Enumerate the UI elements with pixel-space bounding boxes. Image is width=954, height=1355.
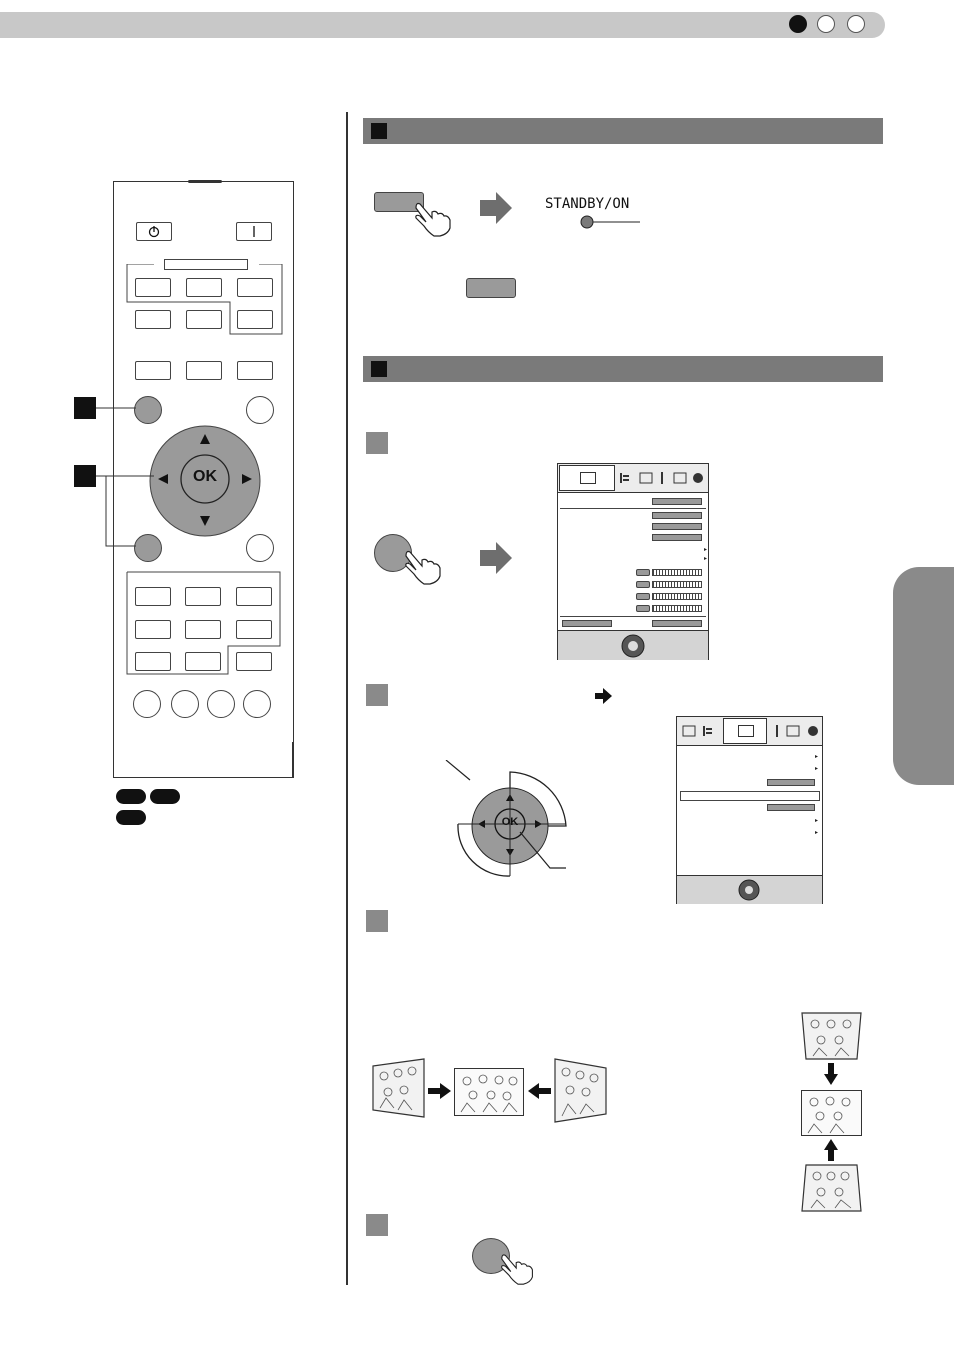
keystone-bottom-image (801, 1164, 863, 1212)
indicator-lamp (578, 212, 642, 232)
arrow-right-icon (478, 190, 518, 226)
model-badge-1 (116, 789, 146, 804)
arrow-right-icon-2 (478, 540, 518, 576)
on-icon (237, 223, 271, 240)
pointing-hand-icon-3 (498, 1250, 538, 1286)
column-divider (346, 112, 348, 1285)
keystone-top-image (801, 1012, 863, 1060)
remote-button-r6c1[interactable] (135, 652, 171, 671)
remote-button-r2c1[interactable] (135, 310, 171, 329)
remote-round-button-2[interactable] (171, 690, 199, 718)
pointing-hand-icon-2 (402, 546, 446, 586)
standby-button[interactable] (136, 222, 172, 241)
standby-key-inline (466, 278, 516, 298)
menu-highlighted-item (680, 791, 820, 801)
page-dot-2 (817, 15, 835, 33)
menu-screen-picture: ▸ ▸ (557, 463, 709, 660)
dial-ok-label: OK (501, 816, 519, 828)
remote-button-r3c2[interactable] (186, 361, 222, 380)
remote-button-r2c2[interactable] (186, 310, 222, 329)
page-dot-3 (847, 15, 865, 33)
remote-ir-window (188, 180, 222, 183)
remote-button-r6c2[interactable] (185, 652, 221, 671)
callout-lines (96, 400, 156, 560)
menu2-nav-icon (737, 878, 761, 902)
standby-indicator-label: STANDBY/ON (545, 196, 630, 212)
remote-button-r3c3[interactable] (237, 361, 273, 380)
step-4-marker (366, 1214, 388, 1236)
remote-round-button-4[interactable] (243, 690, 271, 718)
pointing-hand-icon (412, 198, 456, 238)
arrow-left-small (526, 1082, 552, 1100)
remote-button-r4c3[interactable] (236, 587, 272, 606)
info-button[interactable] (246, 396, 274, 424)
remote-round-button-1[interactable] (133, 690, 161, 718)
step-3-marker (366, 910, 388, 932)
menu2-tab-icons (679, 723, 823, 739)
menu-tab-icons (616, 470, 708, 486)
menu-screen-installation: ▸ ▸ ▸ ▸ (676, 716, 823, 904)
remote-button-r5c1[interactable] (135, 620, 171, 639)
remote-button-r6c3[interactable] (236, 652, 272, 671)
ok-button-label[interactable]: OK (193, 468, 217, 485)
section-header-2 (363, 356, 883, 382)
menu-tab-picture (559, 465, 615, 491)
step-2-marker (366, 684, 388, 706)
section-header-1 (363, 118, 883, 144)
remote-button-r5c3[interactable] (236, 620, 272, 639)
arrow-down-small (823, 1062, 839, 1086)
header-bar (0, 12, 885, 38)
remote-button-r1c3[interactable] (237, 278, 273, 297)
keystone-right-image (554, 1058, 608, 1124)
remote-edge-line (292, 742, 294, 778)
on-button[interactable] (236, 222, 272, 241)
callout-1 (74, 397, 96, 419)
remote-button-r1c1[interactable] (135, 278, 171, 297)
power-icon (137, 223, 171, 240)
remote-round-button-3[interactable] (207, 690, 235, 718)
remote-button-r5c2[interactable] (185, 620, 221, 639)
small-arrow-icon (594, 688, 614, 704)
remote-button-r4c1[interactable] (135, 587, 171, 606)
page-dot-1 (789, 15, 807, 33)
chapter-tab (893, 567, 954, 785)
remote-button-r2c3[interactable] (237, 310, 273, 329)
menu-nav-icon (620, 633, 646, 659)
hide-button[interactable] (246, 534, 274, 562)
arrow-up-small (823, 1138, 839, 1162)
keystone-corrected-image (454, 1068, 524, 1116)
remote-button-r3c1[interactable] (135, 361, 171, 380)
remote-button-r4c2[interactable] (185, 587, 221, 606)
remote-button-r1c2[interactable] (186, 278, 222, 297)
model-badge-3 (116, 810, 146, 825)
step-1-marker (366, 432, 388, 454)
arrow-right-small (427, 1082, 453, 1100)
keystone-left-image (372, 1058, 426, 1118)
callout-2 (74, 465, 96, 487)
keystone-vertical-corrected-image (801, 1090, 862, 1136)
model-badge-2 (150, 789, 180, 804)
